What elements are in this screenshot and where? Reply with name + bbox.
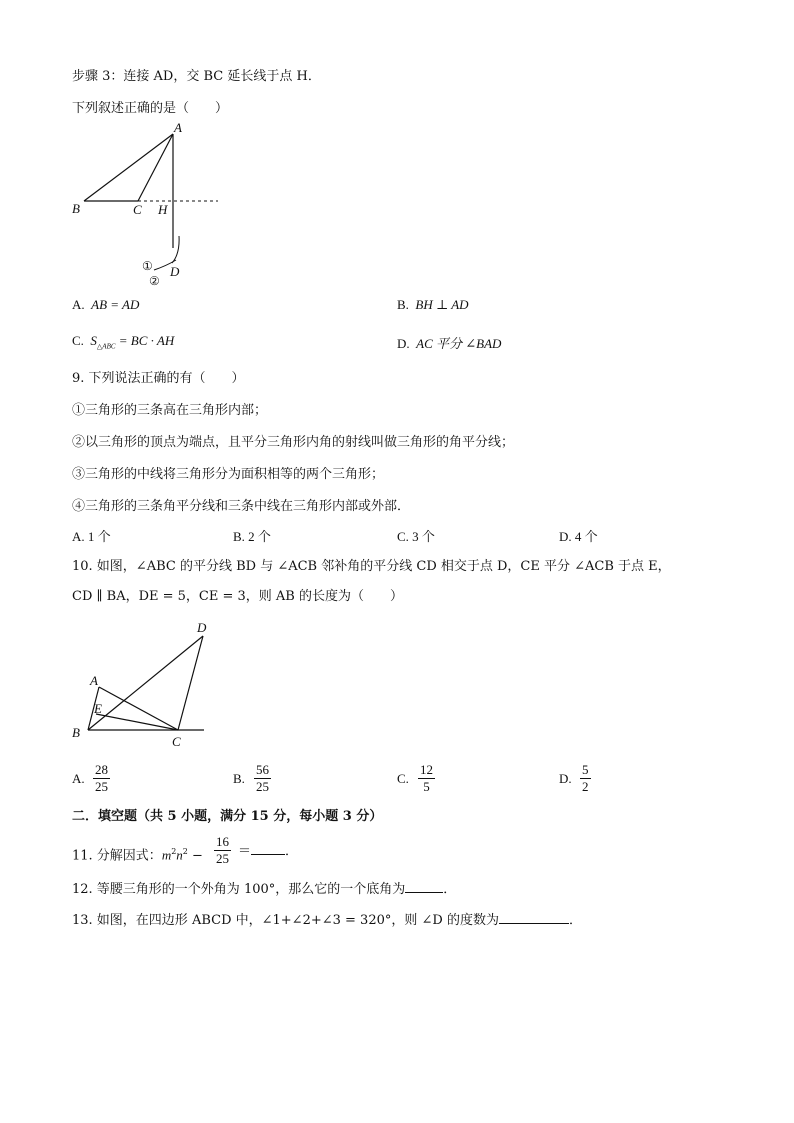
segment-ca	[138, 134, 173, 201]
q10-option-c-fraction: $\frac{12}{5}$	[420, 762, 433, 794]
q9-stem: 9. 下列说法正确的有（ ）	[72, 371, 245, 386]
label-h: H	[158, 202, 168, 217]
q10-option-d-fraction: $\frac{5}{2}$	[582, 762, 589, 794]
q10-option-b-fraction: $\frac{56}{25}$	[256, 762, 269, 794]
q8-option-b: B. BH ⊥ AD	[397, 297, 469, 312]
q11-line: 11. 分解因式：$m^2n^2$ −	[72, 847, 203, 864]
label-c: C	[172, 734, 181, 749]
q9-item-4: ④三角形的三条角平分线和三条中线在三角形内部或外部．	[72, 499, 411, 514]
q9-item-3: ③三角形的中线将三角形分为面积相等的两个三角形；	[72, 467, 385, 482]
q10-stem-line2: CD ∥ BA，DE = 5，CE = 3，则 AB 的长度为（ ）	[72, 589, 403, 604]
q10-option-b-key: B.	[233, 771, 245, 786]
segment-ba	[84, 134, 173, 201]
q8-prompt: 下列叙述正确的是（ ）	[72, 101, 229, 116]
q11-blank	[251, 854, 285, 855]
q12-blank	[405, 892, 443, 893]
q8-option-d: D. AC 平分 ∠BAD	[397, 336, 502, 351]
segment-dc	[178, 636, 203, 730]
q13-line: 13. 如图，在四边形 ABCD 中，∠1+∠2+∠3 = 320°，则 ∠D 的度数为 ．	[72, 913, 582, 928]
label-circle-2: ②	[149, 274, 160, 288]
q9-option-b: B. 2 个	[233, 529, 271, 544]
q9-option-c: C. 3 个	[397, 529, 435, 544]
label-d: D	[197, 620, 207, 635]
q9-item-2: ②以三角形的顶点为端点，且平分三角形内角的射线叫做三角形的角平分线；	[72, 435, 515, 450]
q9-option-a: A. 1 个	[72, 529, 111, 544]
label-d: D	[170, 264, 180, 279]
segment-ce	[96, 714, 178, 730]
q11-fraction: $\frac{16}{25}$	[216, 834, 229, 866]
label-a: A	[174, 120, 182, 135]
figure-q10	[66, 612, 226, 752]
q11-answer: ＝ ．	[238, 844, 299, 859]
q9-option-d: D. 4 个	[559, 529, 598, 544]
label-b: B	[72, 201, 80, 216]
label-e: E	[94, 701, 102, 716]
q13-blank	[499, 923, 569, 924]
q8-option-a: A. AB = AD	[72, 297, 140, 312]
q9-item-1: ①三角形的三条高在三角形内部；	[72, 403, 268, 418]
label-a: A	[90, 673, 98, 688]
q8-option-c: C. $S_{\triangle ABC}$ = BC · AH	[72, 333, 175, 351]
q10-option-a-fraction: $\frac{28}{25}$	[95, 762, 108, 794]
q10-option-a-key: A.	[72, 771, 85, 786]
section-heading: 二．填空题（共 5 小题，满分 15 分，每小题 3 分）	[72, 809, 383, 824]
label-b: B	[72, 725, 80, 740]
q12-line: 12. 等腰三角形的一个外角为 100°，那么它的一个底角为 ．	[72, 882, 457, 897]
segment-ac	[99, 687, 178, 730]
q10-stem-line1: 10. 如图，∠ABC 的平分线 BD 与 ∠ACB 邻补角的平分线 CD 相交于点 D，CE 平分 ∠ACB 于点 E，	[72, 559, 671, 574]
label-c: C	[133, 202, 142, 217]
q10-option-c-key: C.	[397, 771, 409, 786]
step3-text: 步骤 3：连接 AD，交 BC 延长线于点 H．	[72, 69, 321, 84]
label-circle-1: ①	[142, 259, 153, 273]
figure-q8	[66, 118, 236, 293]
q10-option-d-key: D.	[559, 771, 572, 786]
